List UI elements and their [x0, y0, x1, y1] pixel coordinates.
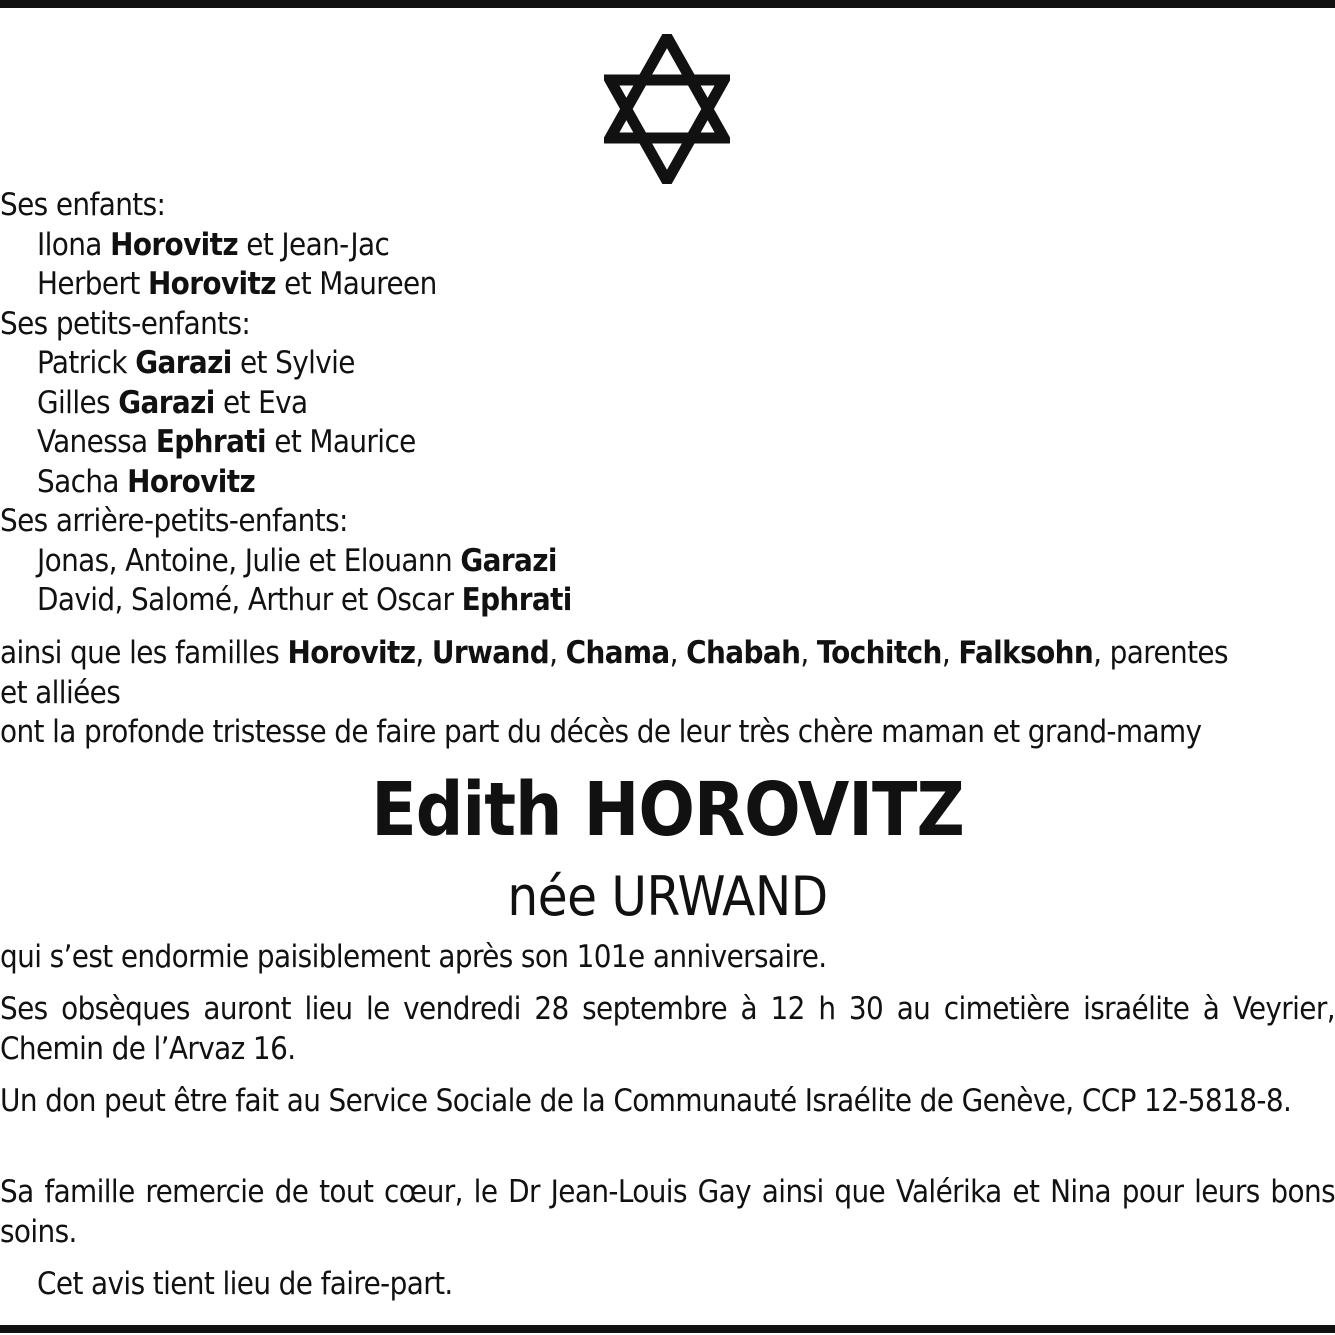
- funeral-text: Ses obsèques auront lieu le vendredi 28 septembre à 12 h 30 au cimetière israélite à Veyrier, Chemin de l’Arvaz 16.: [0, 991, 1335, 1067]
- deceased-name: Edith HOROVITZ: [371, 767, 964, 853]
- announcement: ont la profonde tristesse de faire part du décès de leur très chère maman et grand-mamy: [0, 714, 1202, 750]
- children-heading: Ses enfants:: [0, 187, 166, 223]
- child-line: Ilona Horovitz et Jean-Jac: [37, 226, 390, 263]
- grandchild-line: Sacha Horovitz: [37, 463, 256, 500]
- grandchild-line: Vanessa Ephrati et Maurice: [37, 424, 416, 460]
- donation-text: Un don peut être fait au Service Sociale de la Communauté Israélite de Genève, CCP 12-5818-8.: [0, 1083, 1292, 1119]
- grandchild-line: Gilles Garazi et Eva: [37, 384, 308, 421]
- child-line: Herbert Horovitz et Maureen: [37, 266, 437, 302]
- great-grandchild-line: David, Salomé, Arthur et Oscar Ephrati: [37, 582, 572, 618]
- closing-text: Cet avis tient lieu de faire-part.: [37, 1266, 453, 1302]
- families-line-2: et alliées: [0, 674, 121, 711]
- great-grandchildren-heading: Ses arrière-petits-enfants:: [0, 503, 348, 539]
- bottom-rule: [0, 1325, 1335, 1333]
- maiden-name: née URWAND: [507, 865, 828, 928]
- top-rule: [0, 0, 1335, 8]
- great-grandchild-line: Jonas, Antoine, Julie et Elouann Garazi: [37, 542, 557, 579]
- star-of-david-icon: [604, 34, 730, 184]
- thanks-text: Sa famille remercie de tout cœur, le Dr Jean-Louis Gay ainsi que Valérika et Nina pour leurs bons soins.: [0, 1174, 1335, 1250]
- grandchild-line: Patrick Garazi et Sylvie: [37, 345, 355, 381]
- grandchildren-heading: Ses petits-enfants:: [0, 305, 251, 342]
- families-paragraph: [0, 634, 1335, 753]
- families-line: ainsi que les familles Horovitz, Urwand, Chama, Chabah, Tochitch, Falksohn, parentes: [0, 635, 1228, 671]
- passing-text: qui s’est endormie paisiblement après son 101e anniversaire.: [0, 939, 827, 975]
- family-list: [0, 186, 1335, 621]
